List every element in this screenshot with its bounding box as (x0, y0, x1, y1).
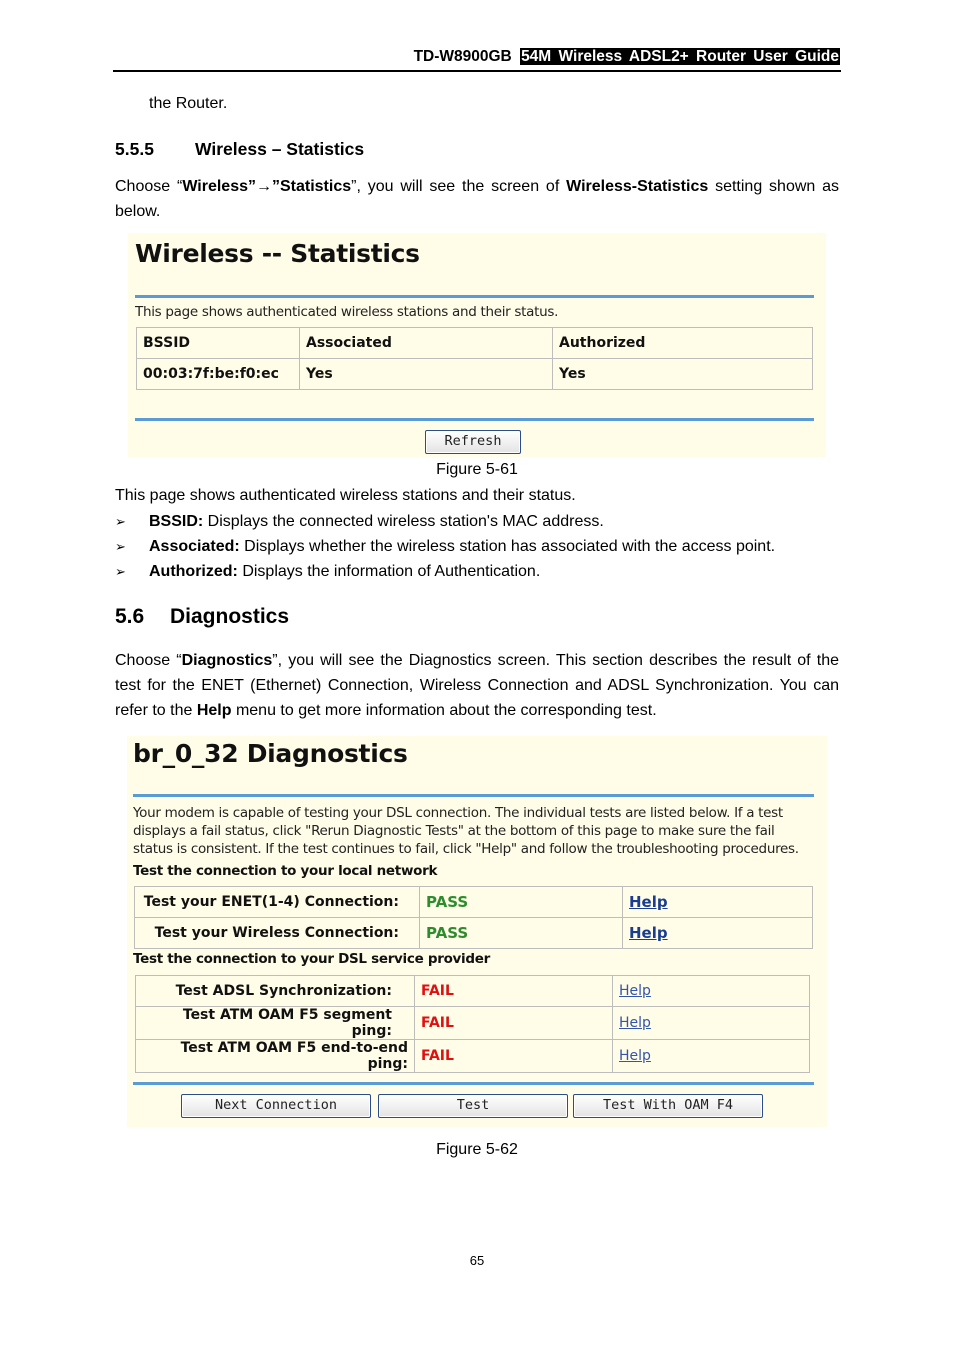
test-result-fail: FAIL (421, 1048, 454, 1064)
section-555-paragraph (115, 174, 839, 224)
help-link[interactable]: Help (619, 983, 651, 999)
test-result-fail: FAIL (421, 1015, 454, 1031)
bullet-term: BSSID: (149, 513, 204, 530)
arrow-text: ”→” (247, 178, 280, 195)
stats-summary: This page shows authenticated wireless stations and their status. (115, 487, 576, 504)
panel-rule-top (135, 295, 814, 298)
help-link[interactable]: Help (629, 924, 668, 942)
help-link[interactable]: Help (619, 1015, 651, 1031)
column-header: Associated (300, 328, 553, 359)
intro-fragment: the Router. (149, 95, 228, 112)
help-link[interactable]: Help (629, 893, 668, 911)
section-heading-555 (115, 139, 364, 160)
panel-title: br_0_32 Diagnostics (133, 739, 408, 768)
bullet-arrow-icon: ➢ (115, 514, 126, 529)
bullet-text: Displays whether the wireless station has associated with the access point. (239, 538, 776, 555)
diagnostics-description-line: Your modem is capable of testing your DSL connection. The individual tests are listed below. If a test (133, 805, 783, 821)
table-row (136, 1007, 810, 1040)
section-number: 5.5.5 (115, 139, 154, 159)
test-name: Test ATM OAM F5 segment ping: (136, 1007, 415, 1040)
bssid-cell: 00:03:7f:be:f0:ec (137, 359, 300, 390)
dsl-tests-table (135, 975, 810, 1073)
text-run-bold: Statistics (279, 178, 352, 195)
column-header: BSSID (137, 328, 300, 359)
diagnostics-description-line: displays a fail status, click "Rerun Diagnostic Tests" at the bottom of this page to make sure the fail (133, 823, 775, 839)
table-row (135, 918, 813, 949)
section-title: Diagnostics (170, 605, 290, 628)
header-rule (113, 70, 841, 72)
bullet-text: Displays the connected wireless station's MAC address. (203, 513, 604, 530)
section-title: Wireless – Statistics (195, 139, 365, 159)
page-number: 65 (469, 1253, 485, 1268)
bullet-term: Authorized: (149, 563, 238, 580)
test-name: Test your Wireless Connection: (135, 918, 420, 949)
test-name: Test ADSL Synchronization: (136, 976, 415, 1007)
next-connection-button[interactable]: Next Connection (181, 1094, 371, 1118)
test-with-oam-f4-button[interactable]: Test With OAM F4 (573, 1094, 763, 1118)
table-row (136, 1040, 810, 1073)
refresh-button[interactable]: Refresh (425, 430, 521, 454)
bullet-text: Displays the information of Authentication. (237, 563, 541, 580)
dsl-provider-heading: Test the connection to your DSL service provider (133, 951, 490, 967)
bullet-term: Associated: (149, 538, 240, 555)
test-result-pass: PASS (426, 893, 469, 911)
header-model: TD-W8900GB (413, 48, 512, 65)
help-link[interactable]: Help (619, 1048, 651, 1064)
stations-table (136, 327, 813, 390)
section-56-paragraph (115, 648, 839, 723)
text-run: setting shown as below. (115, 178, 840, 220)
text-run-bold: Help (196, 702, 232, 719)
table-header-row (137, 328, 813, 359)
bullet-item-authorized (115, 559, 540, 584)
test-name: Test your ENET(1-4) Connection: (135, 887, 420, 918)
wireless-statistics-panel (128, 233, 826, 457)
panel-rule-bottom (133, 1082, 814, 1085)
table-row (135, 887, 813, 918)
bullet-item-associated (115, 534, 775, 559)
running-header (414, 48, 840, 66)
text-run: Choose “ (115, 178, 183, 195)
test-button[interactable]: Test (378, 1094, 568, 1118)
bullet-item-bssid (115, 509, 604, 534)
table-row (136, 976, 810, 1007)
local-network-heading: Test the connection to your local network (133, 863, 438, 879)
column-header: Authorized (553, 328, 813, 359)
test-name: Test ATM OAM F5 end-to-end ping: (136, 1040, 415, 1073)
panel-title: Wireless -- Statistics (135, 239, 420, 268)
text-run-bold: Wireless (182, 178, 248, 195)
section-heading-56 (115, 605, 289, 629)
panel-rule-bottom (135, 418, 814, 421)
diagnostics-description-line: status is consistent. If the test continues to fail, click "Help" and follow the troubleshooting procedures. (133, 841, 799, 857)
test-result-fail: FAIL (421, 983, 454, 999)
associated-cell: Yes (300, 359, 553, 390)
test-result-pass: PASS (426, 924, 469, 942)
bullet-arrow-icon: ➢ (115, 564, 126, 579)
text-run-bold: Wireless-Statistics (566, 178, 709, 195)
figure-caption-61: Figure 5-61 (436, 461, 518, 478)
table-row (137, 359, 813, 390)
text-run: ”, you will see the Diagnostics screen. This section describes the result of the test for the ENET (Ethernet) Connection, Wireless Connection and ADSL Synchronization. You can refer to the (115, 652, 839, 719)
header-guide-title: 54M Wireless ADSL2+ Router User Guide (521, 48, 839, 65)
bullet-arrow-icon: ➢ (115, 539, 126, 554)
diagnostics-panel (127, 736, 827, 1127)
panel-description: This page shows authenticated wireless stations and their status. (135, 304, 559, 320)
section-number: 5.6 (115, 605, 145, 628)
text-run: Choose “ (115, 652, 182, 669)
local-tests-table (134, 886, 813, 949)
text-run: ”, you will see the screen of (351, 178, 567, 195)
figure-caption-62: Figure 5-62 (436, 1141, 518, 1158)
text-run-bold: Diagnostics (181, 652, 273, 669)
text-run: menu to get more information about the corresponding test. (231, 702, 657, 719)
panel-rule-top (133, 794, 814, 797)
authorized-cell: Yes (553, 359, 813, 390)
